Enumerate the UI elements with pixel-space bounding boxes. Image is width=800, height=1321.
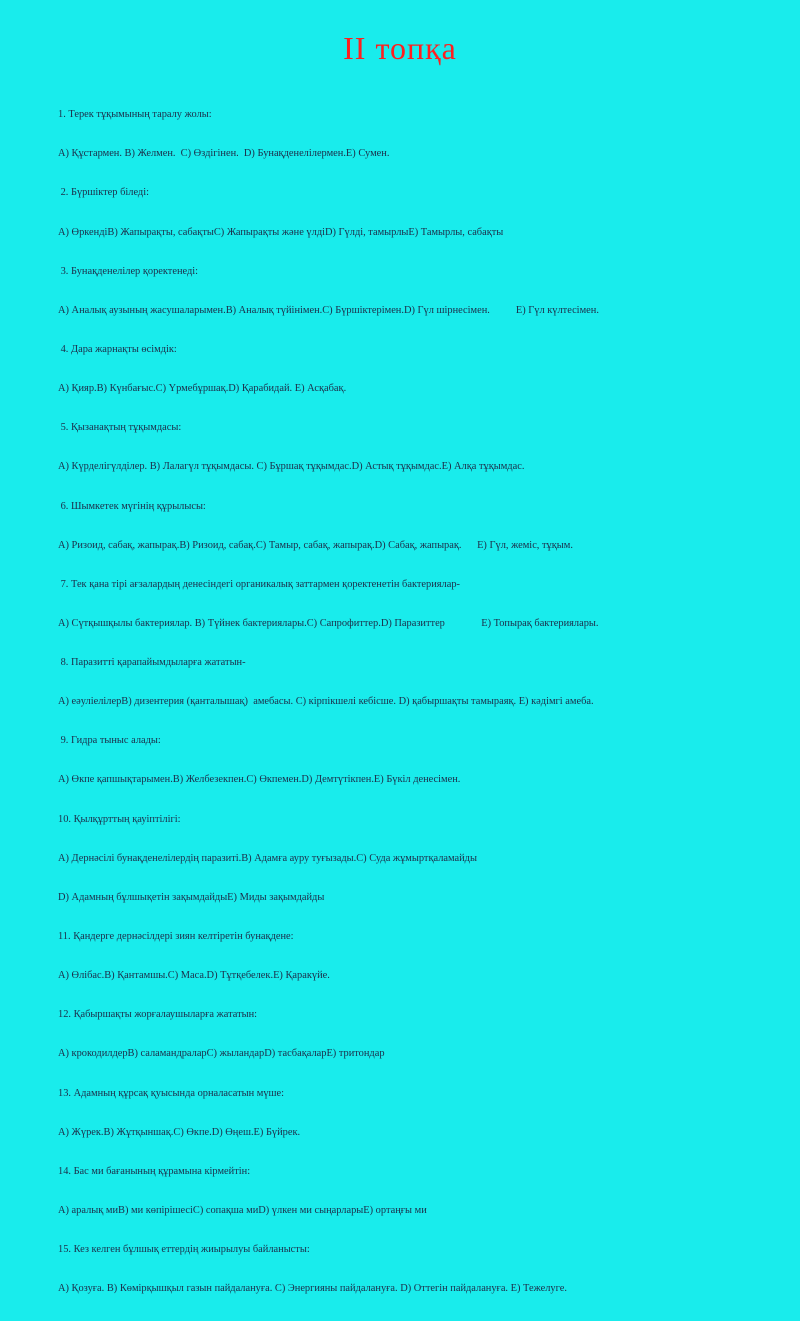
text-line: А) Ризоид, сабақ, жапырақ.В) Ризоид, сабақ.С) Тамыр, сабақ, жапырақ.D) Сабақ, жапырақ. Е) Гүл, жеміс, тұқым. xyxy=(58,539,573,551)
text-line: А) Өкпе қапшықтарымен.В) Желбезекпен.С) Өкпемен.D) Демтүтікпен.Е) Бүкіл денесімен. xyxy=(58,774,461,786)
text-line: А) Күрделігүлділер. В) Лалагүл тұқымдасы. С) Бұршақ тұқымдас.D) Астық тұқымдас.Е) Алқа тұқымдас. xyxy=(58,461,525,473)
text-line: 15. Кез келген бұлшық еттердің жиырылуы байланысты: xyxy=(58,1244,310,1256)
text-line: 4. Дара жарнақты өсімдік: xyxy=(58,343,177,355)
text-line: А) Құстармен. В) Желмен. С) Өздігінен. D) Бунақденелілермен.Е) Сумен. xyxy=(58,148,390,160)
text-line: А) аралық миВ) ми көпірішесіС) сопақша миD) үлкен ми сыңарларыЕ) ортаңғы ми xyxy=(58,1205,427,1217)
text-line: А) Қияр.В) Күнбағыс.С) Үрмебұршақ.D) Қарабидай. Е) Асқабақ. xyxy=(58,383,347,395)
text-line: 7. Тек қана тірі ағзалардың денесіндегі органикалық заттармен қоректенетін бактериялар- xyxy=(58,578,460,590)
text-line: 10. Қылқұрттың қауіптілігі: xyxy=(58,813,181,825)
text-line: А) Қозуға. В) Көмірқышқыл газын пайдалануға. С) Энергияны пайдалануға. D) Оттегін пайдалануға. Е) Тежелуге. xyxy=(58,1283,567,1295)
text-line: 14. Бас ми бағанының құрамына кірмейтін: xyxy=(58,1165,251,1177)
text-line: 3. Бунақденелілер қоректенеді: xyxy=(58,265,199,277)
text-line: А) ӨркендіВ) Жапырақты, сабақтыС) Жапырақты және үлдіD) Гүлді, тамырлыЕ) Тамырлы, сабақты xyxy=(58,226,504,238)
text-line: А) Жүрек.В) Жұтқыншақ.С) Өкпе.D) Өңеш.Е) Бүйрек. xyxy=(58,1126,301,1138)
slide-title: ІІ топқа xyxy=(343,30,457,66)
text-line: 2. Бүршіктер біледі: xyxy=(58,187,149,199)
text-line: 12. Қабыршақты жорғалаушыларға жататын: xyxy=(58,1009,258,1021)
text-line: 8. Паразитті қарапайымдыларға жататын- xyxy=(58,657,246,669)
text-line: А) еәуліелілерВ) дизентерия (қанталышақ) амебасы. С) кірпікшелі кебісше. D) қабыршақты тамыраяқ. Е) кәдімгі амеба. xyxy=(58,696,594,708)
text-line: А) Аналық аузының жасушаларымен.В) Аналық түйінімен.С) Бүршіктерімен.D) Гүл шірнесімен. Е) Гүл күлтесімен. xyxy=(58,304,599,316)
text-line: А) крокодилдерВ) саламандраларС) жыландарD) тасбақаларЕ) тритондар xyxy=(58,1048,385,1060)
text-line: А) Өлібас.В) Қантамшы.С) Маса.D) Тұтқебелек.Е) Қаракүйе. xyxy=(58,970,330,982)
question-text-block xyxy=(58,82,788,1321)
text-line: А) Дернәсілі бунақденелілердің паразиті.В) Адамға ауру туғызады.С) Суда жұмыртқаламайды xyxy=(58,852,477,864)
text-line: А) Сүтқышқылы бактериялар. В) Түйнек бактериялары.С) Сапрофиттер.D) Паразиттер Е) Топырақ бактериялары. xyxy=(58,617,599,629)
text-line: 6. Шымкетек мүгінің құрылысы: xyxy=(58,500,206,512)
text-line: 11. Қандерге дернәсілдері зиян келтіретін бунақдене: xyxy=(58,931,294,943)
text-line: 1. Терек тұқымының таралу жолы: xyxy=(58,109,212,121)
text-line: 5. Қызанақтың тұқымдасы: xyxy=(58,422,182,434)
text-line: 9. Гидра тыныс алады: xyxy=(58,735,161,747)
text-line: 13. Адамның құрсақ қуысында орналасатын мүше: xyxy=(58,1087,285,1099)
text-line: D) Адамның бұлшықетін зақымдайдыЕ) Миды зақымдайды xyxy=(58,891,325,903)
